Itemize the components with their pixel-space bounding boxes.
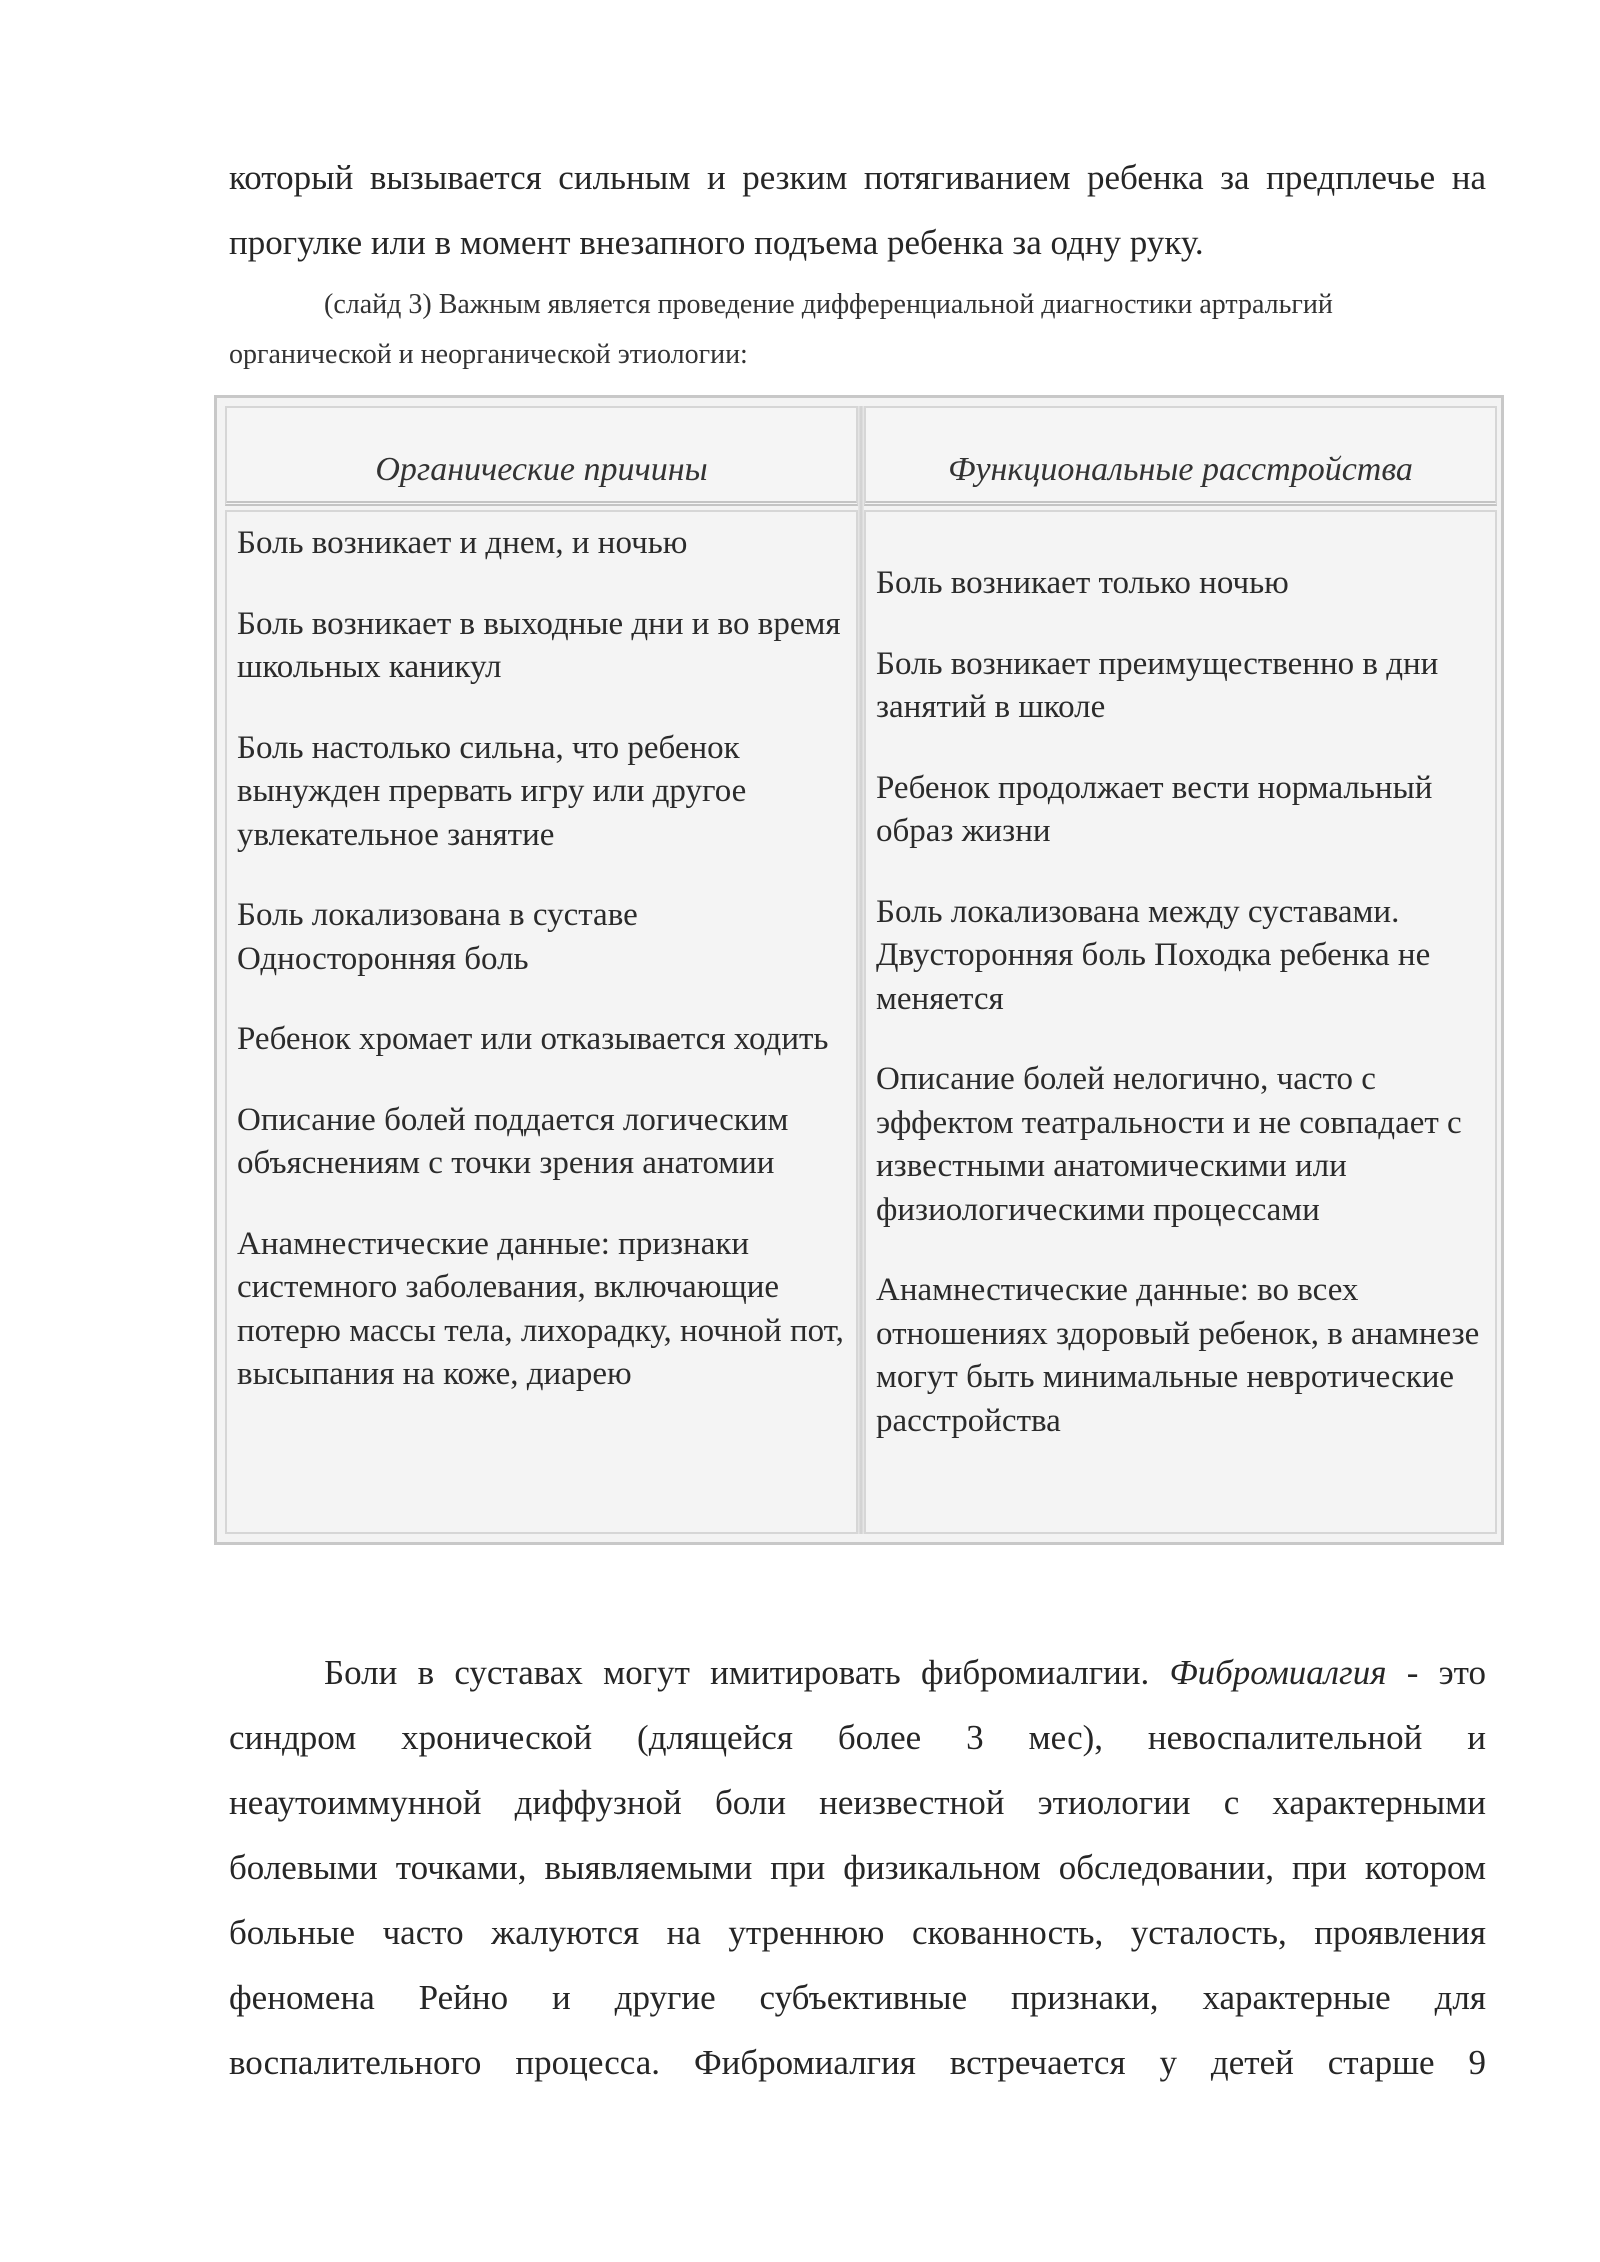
organic-item: Описание болей поддается логическим объяснениям с точки зрения анатомии [237, 1101, 789, 1181]
intro-paragraph: который вызывается сильным и резким потягиванием ребенка за предплечье на прогулке или в момент внезапного подъема ребенка за одну руку. [229, 158, 1486, 262]
differential-table [214, 395, 1504, 1545]
functional-item: Боль возникает преимущественно в дни занятий в школе [876, 645, 1439, 725]
organic-item: Анамнестические данные: признаки системного заболевания, включающие потерю массы тела, лихорадку, ночной пот, высыпания на коже, диарею [237, 1225, 844, 1392]
organic-item: Боль настолько сильна, что ребенок вынужден прервать игру или другое увлекательное занятие [237, 729, 747, 853]
organic-item: Боль возникает и днем, и ночью [237, 525, 688, 561]
fibro-lead: Боли в суставах могут имитировать фибромиалгии. [324, 1653, 1170, 1692]
organic-item: Ребенок хромает или отказывается ходить [237, 1021, 829, 1057]
functional-item: Боль локализована между суставами. Двусторонняя боль Походка ребенка не меняется [876, 893, 1431, 1017]
fibromyalgia-paragraph [229, 1640, 1486, 2095]
fibro-term: Фибромиалгия [1169, 1653, 1387, 1692]
organic-causes-cell [225, 510, 858, 1534]
slide-note-text: (слайд 3) Важным является проведение дифференциальной диагностики артральгий органической и неорганической этиологии: [229, 289, 1333, 370]
functional-item: Боль возникает только ночью [876, 565, 1289, 601]
organic-item: Боль возникает в выходные дни и во время школьных каникул [237, 605, 841, 685]
organic-item: Боль локализована в суставе Односторонняя боль [237, 897, 638, 977]
functional-item: Ребенок продолжает вести нормальный образ жизни [876, 769, 1433, 849]
header-functional: Функциональные расстройства [864, 406, 1497, 506]
functional-disorders-cell [864, 510, 1497, 1534]
slide-note-paragraph [229, 280, 1486, 380]
functional-item: Анамнестические данные: во всех отношениях здоровый ребенок, в анамнезе могут быть минимальные невротические расстройства [876, 1272, 1480, 1439]
functional-item: Описание болей нелогично, часто с эффектом театральности и не совпадает с известными анатомическими или физиологическими процессами [876, 1061, 1462, 1228]
header-organic: Органические причины [225, 406, 858, 506]
fibro-rest: - это синдром хронической (длящейся более 3 мес), невоспалительной и неаутоиммунной диффузной боли неизвестной этиологии с характерными болевыми точками, выявляемыми при физикальном обследовании, при котором больные часто жалуются на утреннюю скованность, усталость, проявления феномена Рейно и другие субъективные признаки, характерные для воспалительного процесса. Фибромиалгия встречается у детей старше 9 [229, 1653, 1486, 2082]
